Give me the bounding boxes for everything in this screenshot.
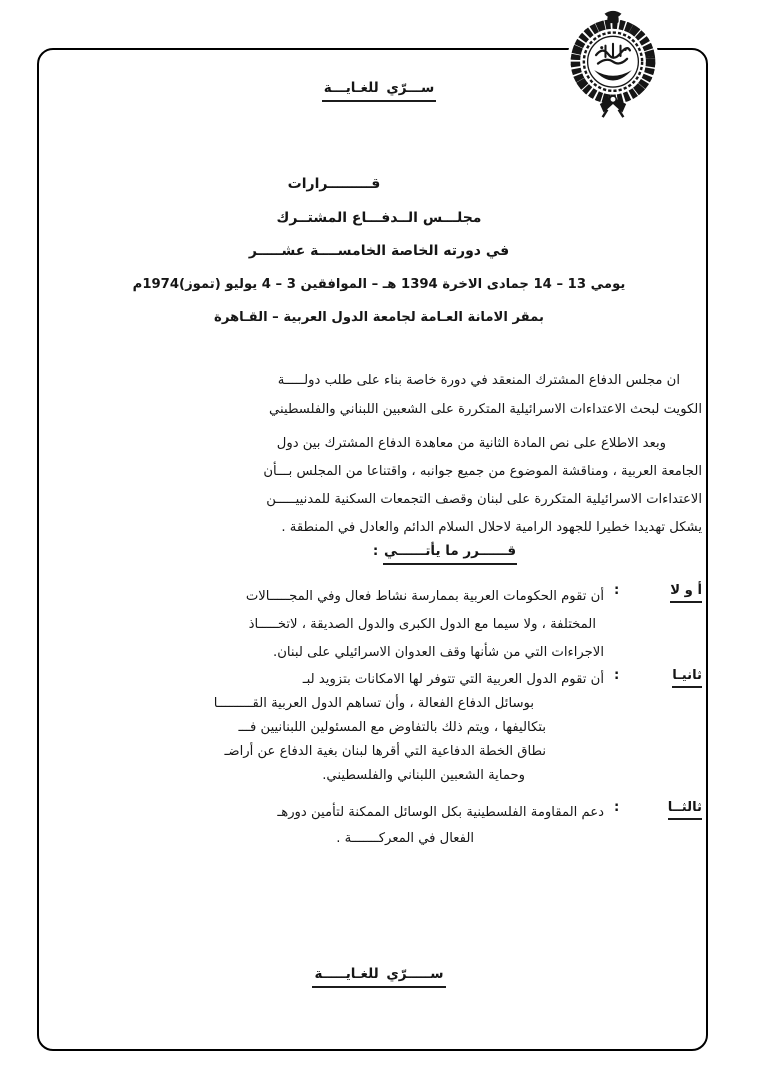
text-line: دعم المقاومة الفلسطينية بكل الوسائل الممكنة لتأمين دورهـ: [277, 805, 604, 820]
classification-bottom-label: ســـــرّي للغـايـــــة: [312, 966, 445, 988]
decision-item-label: ثالثــا: [668, 800, 702, 820]
document-heading: [0, 176, 758, 344]
text-line: ان مجلس الدفاع المشترك المنعقد في دورة خاصة بناء على طلب دولـــــة: [277, 373, 680, 388]
classification-bottom: [0, 966, 758, 988]
decision-item-first: [58, 583, 702, 667]
decree-heading: [356, 543, 534, 565]
text-line: بتكاليفها ، ويتم ذلك بالتفاوض مع المسئولين اللبنانيين فـــ: [238, 720, 546, 735]
council-name: مجلـــس الــدفـــاع المشتــرك: [276, 209, 482, 226]
text-line: الاجراءات التي من شأنها وقف العدوان الاسرائيلي على لبنان.: [273, 645, 604, 660]
text-line: نطاق الخطة الدفاعية التي أقرها لبنان بغية الدفاع عن أراضـ: [224, 744, 546, 759]
text-line: بوسائل الدفاع الفعالة ، وأن تساهم الدول العربية القـــــــــا: [213, 696, 534, 711]
decision-item-colon: :: [614, 668, 620, 683]
classification-top: [0, 80, 758, 102]
page-title: قـــــــــرارات: [287, 176, 381, 192]
arab-league-seal-icon: [566, 8, 660, 121]
preamble-paragraph: [58, 366, 702, 424]
text-line: الفعال في المعركـــــــة .: [336, 831, 474, 846]
decision-item-head: [604, 800, 702, 852]
session-line: في دورته الخاصة الخامســــة عشـــــر: [248, 243, 510, 259]
decision-item-head: [604, 583, 702, 667]
decision-item-text: [58, 668, 604, 788]
considerations-paragraph: [58, 430, 702, 542]
decision-item-colon: :: [614, 583, 620, 598]
decision-item-label: ثانيـا: [672, 668, 702, 688]
text-line: يشكل تهديدا خطيرا للجهود الرامية لاحلال السلام الدائم والعادل في المنطقة .: [281, 520, 702, 535]
decision-item-second: [58, 668, 702, 788]
venue-line: بمقر الامانة العـامة لجامعة الدول العربية – القـاهرة: [214, 310, 544, 325]
text-line: أن تقوم الحكومات العربية بممارسة نشاط فعال وفي المجـــــالات: [245, 589, 604, 604]
decision-item-label: أ و لا: [670, 583, 702, 603]
decision-item-third: [58, 800, 702, 852]
decision-item-text: [58, 800, 604, 852]
text-line: وحماية الشعبين اللبناني والفلسطيني.: [322, 768, 525, 783]
text-line: الكويت لبحث الاعتداءات الاسرائيلية المتكررة على الشعبين اللبناني والفلسطيني: [269, 402, 702, 417]
decision-item-colon: :: [614, 800, 620, 815]
text-line: وبعد الاطلاع على نص المادة الثانية من معاهدة الدفاع المشترك بين دول: [276, 436, 666, 451]
decree-heading-colon: :: [372, 543, 384, 559]
classification-top-label: ســـرّي للغـايـــة: [322, 80, 437, 102]
text-line: الاعتداءات الاسرائيلية المتكررة على لبنان وقصف التجمعات السكنية للمدنييـــــن: [266, 492, 702, 507]
date-line: يومي 13 – 14 جمادى الاخرة 1394 هـ – الموافقين 3 – 4 يوليو (تموز)1974م: [132, 276, 626, 292]
text-line: المختلفة ، ولا سيما مع الدول الكبرى والدول الصديقة ، لاتخـــــاذ: [248, 617, 596, 632]
text-line: أن تقوم الدول العربية التي تتوفر لها الامكانات بتزويد لبـ: [302, 672, 604, 687]
decree-heading-text: قــــــرر ما يأتــــــي: [383, 543, 517, 565]
decision-item-head: [604, 668, 702, 788]
decision-item-text: [58, 583, 604, 667]
text-line: الجامعة العربية ، ومناقشة الموضوع من جميع جوانبه ، واقتناعا من المجلس بـــأن: [263, 464, 702, 479]
